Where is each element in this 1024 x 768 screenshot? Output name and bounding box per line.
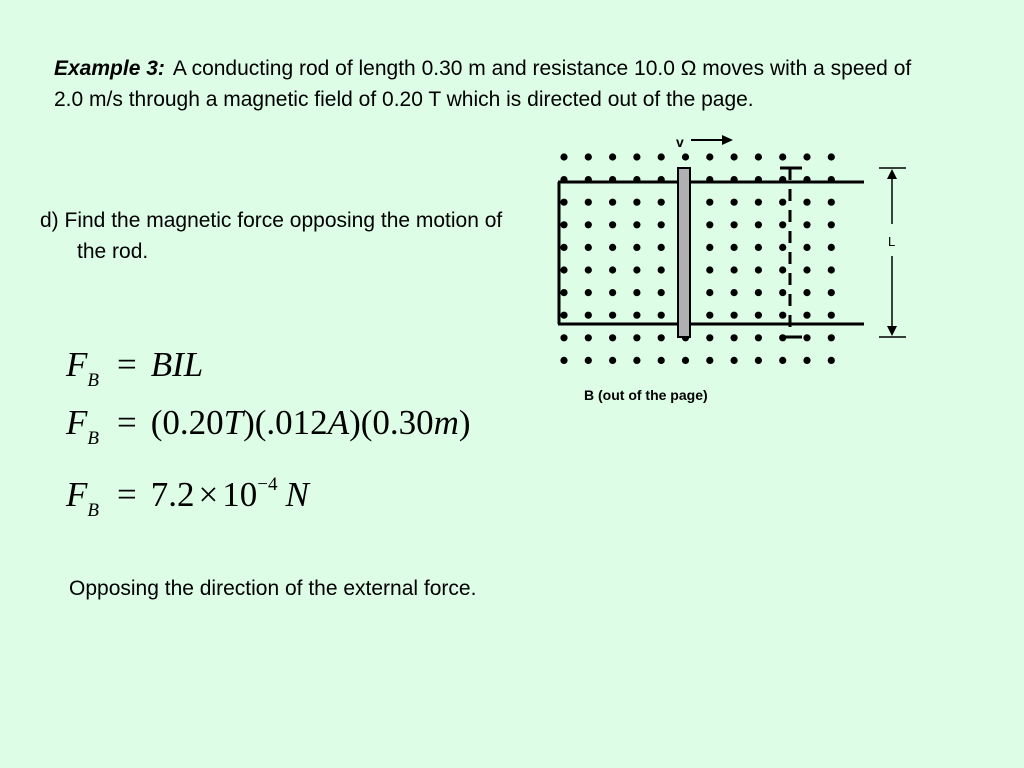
field-dot <box>560 357 567 364</box>
rod-field-diagram <box>540 128 920 373</box>
field-dot <box>828 199 835 206</box>
field-dot <box>803 221 810 228</box>
field-dot <box>803 289 810 296</box>
field-dot <box>609 289 616 296</box>
field-dot <box>779 244 786 251</box>
field-dot <box>633 266 640 273</box>
field-dot <box>755 153 762 160</box>
field-dot <box>828 153 835 160</box>
field-dot <box>828 221 835 228</box>
field-dot <box>755 244 762 251</box>
field-dot <box>560 199 567 206</box>
field-dot <box>779 312 786 319</box>
field-dot <box>828 334 835 341</box>
field-dot <box>731 266 738 273</box>
field-dot <box>779 221 786 228</box>
field-dot <box>560 289 567 296</box>
field-dot <box>755 357 762 364</box>
field-dot <box>803 199 810 206</box>
field-dot <box>803 334 810 341</box>
field-dot <box>803 244 810 251</box>
field-dot <box>609 357 616 364</box>
field-dot <box>828 266 835 273</box>
question-text: d) Find the magnetic force opposing the motion of the rod. <box>40 209 503 263</box>
equation-force-formula: $F_B$ = BIL <box>66 345 204 391</box>
field-dot <box>755 312 762 319</box>
field-dot <box>633 357 640 364</box>
field-dot <box>633 221 640 228</box>
field-caption: B (out of the page) <box>584 387 708 403</box>
field-dot <box>585 266 592 273</box>
field-dot <box>803 266 810 273</box>
field-dot <box>560 244 567 251</box>
field-dot <box>779 289 786 296</box>
field-dot <box>609 153 616 160</box>
conducting-rod <box>678 168 690 337</box>
field-dot <box>658 153 665 160</box>
field-dot <box>633 289 640 296</box>
field-dot <box>658 221 665 228</box>
field-dot <box>609 244 616 251</box>
magnetic-field-dots <box>560 153 835 364</box>
field-dot <box>755 199 762 206</box>
field-dot <box>828 244 835 251</box>
field-dot <box>585 153 592 160</box>
field-dot <box>560 221 567 228</box>
velocity-arrowhead-icon <box>722 135 733 145</box>
field-dot <box>706 153 713 160</box>
field-dot <box>779 199 786 206</box>
field-dot <box>803 153 810 160</box>
field-dot <box>585 244 592 251</box>
field-dot <box>706 289 713 296</box>
field-dot <box>706 357 713 364</box>
length-arrowhead-down-icon <box>887 326 897 336</box>
conclusion-text: Opposing the direction of the external force. <box>69 577 477 600</box>
field-dot <box>803 312 810 319</box>
field-dot <box>585 357 592 364</box>
equation-force-result: $F_B = 7.2 \times 10^{-4}$ N <box>66 474 309 521</box>
velocity-label: v <box>676 134 684 150</box>
problem-text: A conducting rod of length 0.30 m and resistance 10.0 Ω moves with a speed of 2.0 m/s through a magnetic field of 0.20 T which is directed out of the page. <box>54 57 912 111</box>
field-dot <box>706 244 713 251</box>
field-dot <box>658 199 665 206</box>
field-dot <box>609 221 616 228</box>
field-dot <box>585 334 592 341</box>
field-dot <box>633 334 640 341</box>
field-dot <box>658 244 665 251</box>
field-dot <box>633 244 640 251</box>
field-dot <box>755 221 762 228</box>
field-dot <box>585 221 592 228</box>
field-dot <box>731 312 738 319</box>
field-dot <box>658 312 665 319</box>
field-dot <box>706 266 713 273</box>
field-dot <box>706 221 713 228</box>
field-dot <box>609 199 616 206</box>
field-dot <box>560 312 567 319</box>
field-dot <box>731 199 738 206</box>
question-d <box>40 205 520 267</box>
field-dot <box>682 153 689 160</box>
field-dot <box>658 266 665 273</box>
field-dot <box>706 312 713 319</box>
field-dot <box>779 357 786 364</box>
field-dot <box>828 312 835 319</box>
field-dot <box>731 221 738 228</box>
length-label: L <box>888 234 896 249</box>
length-arrowhead-up-icon <box>887 169 897 179</box>
field-dot <box>731 289 738 296</box>
field-dot <box>706 199 713 206</box>
field-dot <box>731 244 738 251</box>
problem-statement <box>54 53 914 115</box>
field-dot <box>803 357 810 364</box>
field-dot <box>609 266 616 273</box>
field-dot <box>755 334 762 341</box>
field-dot <box>585 199 592 206</box>
field-dot <box>658 334 665 341</box>
field-dot <box>755 266 762 273</box>
field-dot <box>585 289 592 296</box>
field-dot <box>731 357 738 364</box>
field-dot <box>609 334 616 341</box>
field-dot <box>731 153 738 160</box>
field-dot <box>706 334 713 341</box>
field-dot <box>731 334 738 341</box>
field-dot <box>682 357 689 364</box>
field-dot <box>633 199 640 206</box>
equation-force-substitution: $F_B = (0.20T)(.012A)(0.30m)$ <box>66 403 471 449</box>
field-dot <box>633 312 640 319</box>
field-dot <box>779 153 786 160</box>
field-dot <box>560 153 567 160</box>
field-dot <box>560 334 567 341</box>
field-dot <box>585 312 592 319</box>
field-dot <box>658 289 665 296</box>
field-dot <box>779 266 786 273</box>
field-dot <box>755 289 762 296</box>
field-dot <box>658 357 665 364</box>
field-dot <box>609 312 616 319</box>
example-label: Example 3: <box>54 57 165 80</box>
field-dot <box>828 289 835 296</box>
field-dot <box>633 153 640 160</box>
field-dot <box>560 266 567 273</box>
field-dot <box>828 357 835 364</box>
